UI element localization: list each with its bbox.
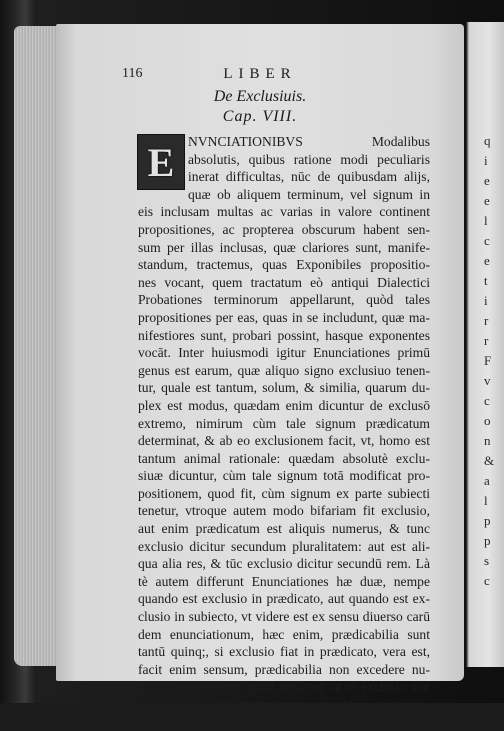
text-line: propositiones per eas, quas in se includunt, quæ ma-	[138, 309, 430, 325]
text-line: clusio in subiecto, vt videre est ex sensu diuerso carū	[138, 609, 430, 625]
text-line: in subiecto, scilicet, tantùm prædicabilia sunt quin-	[138, 697, 430, 712]
running-head: LIBER	[223, 66, 297, 82]
decorated-initial	[137, 134, 185, 190]
facing-page-fragment: r	[484, 333, 489, 348]
text-line: Probationes terminorum appellarunt, quòd tales	[138, 292, 430, 308]
facing-page-fragment: p	[484, 513, 491, 528]
text-line: tantum animal rationale: quædam absolutè exclu-	[138, 450, 430, 466]
facing-page-fragment: n	[484, 433, 491, 448]
text-line: NVNCIATIONIBVS Modalibus	[188, 134, 430, 149]
text-line: tur, quale est tantum, solum, & similia, quarum du-	[138, 380, 430, 396]
facing-page-fragment: c	[484, 393, 490, 408]
facing-page-fragment: c	[484, 573, 490, 588]
facing-page-fragment: a	[484, 473, 490, 488]
text-line: tè autem differunt Enunciationes hæ duæ, nempe	[138, 573, 430, 589]
facing-page-fragment: p	[484, 533, 491, 548]
text-line: eis inclusam multas ac varias in valore continent	[138, 204, 430, 220]
text-line: inerat difficultas, nūc de quibusdam alijs,	[188, 169, 430, 185]
section-title: De Exclusiuis.	[213, 88, 307, 105]
facing-page-edge	[466, 22, 504, 667]
text-line: dem enunciationum, hæc enim, prædicabilia sunt	[138, 626, 430, 642]
text-line: plex est modus, quædam enim dicuntur de exclusō	[138, 397, 430, 413]
text-line: genus est earum, quæ aliquo signo exclusiuo tenen-	[138, 362, 430, 378]
text-line: extremo, nimirum cùm tale signum prædicatum	[138, 415, 430, 431]
text-line: facit enim sensum, prædicabilia non excedere nu-	[138, 661, 430, 677]
text-line: merum quinarium, quod verū est. at si exclusio fiat	[138, 679, 430, 695]
text-line: que.	[406, 714, 430, 730]
text-line: absolutis, quibus ratione modi peculiaris	[188, 151, 430, 167]
text-line: positionem, quod fit, cùm signum ex parte subiecti	[138, 485, 430, 501]
text-line: quando est exclusio in prædicato, aut quando est ex-	[138, 591, 430, 607]
facing-page-fragment: e	[484, 193, 490, 208]
text-line: aut enim prædicatum est aliquis numerus, & tunc	[138, 521, 430, 537]
text-line: tantū quinq;, si exclusio fiat in prædicato, vera est,	[138, 644, 430, 660]
page-number: 116	[122, 66, 143, 81]
facing-page-fragment: s	[484, 553, 490, 568]
body-text	[138, 133, 430, 731]
facing-page-fragment: i	[484, 153, 488, 168]
text-line: propositiones, ac propterea obscurum habent sen-	[138, 221, 430, 237]
facing-page-fragment: r	[484, 313, 489, 328]
initial-letter: E	[147, 139, 175, 185]
facing-page-fragment: e	[484, 173, 490, 188]
facing-page-fragment: q	[484, 133, 491, 148]
facing-page-fragment: t	[484, 273, 488, 288]
text-line: exclusio dicitur secundum pluralitatem: aut est ali-	[138, 538, 430, 554]
facing-page-fragment: i	[484, 293, 488, 308]
facing-page-fragment: &	[484, 453, 495, 468]
facing-page-fragment: l	[484, 213, 488, 228]
chapter-heading: Cap. VIII.	[222, 108, 298, 125]
text-line: determinat, & ab eo exclusionem facit, vt, homo est	[138, 433, 430, 449]
text-line: vocāt. Inter huiusmodi igitur Enunciationes primū	[138, 345, 430, 361]
facing-page-fragment: o	[484, 413, 491, 428]
text-line: quæ ob aliquem terminum, vel signum in	[188, 186, 430, 202]
facing-page-fragment: v	[484, 373, 491, 388]
text-line: siuæ dicuntur, cùm tale signum totā modificat pro-	[138, 468, 430, 484]
text-line: qua alia res, & tūc exclusio dicitur secundū rem. Là	[138, 556, 430, 572]
text-line: nes vocant, quem tractatum eò antiqui Dialectici	[138, 274, 430, 290]
text-line: sum per illas inclusas, quæ clariores sunt, manife-	[138, 239, 430, 255]
facing-page-fragment: l	[484, 493, 488, 508]
facing-page-fragment: e	[484, 253, 490, 268]
text-line: nifestiores sunt, probari possint, hasque exponentes	[138, 327, 430, 343]
text-line: tenetur, vtroque autem modo bifariam fit exclusio,	[138, 503, 430, 519]
facing-page-fragment: F	[484, 353, 492, 368]
text-line: standum, tractemus, quas Exponibiles propositio-	[138, 257, 430, 273]
facing-page-fragment: c	[484, 233, 490, 248]
